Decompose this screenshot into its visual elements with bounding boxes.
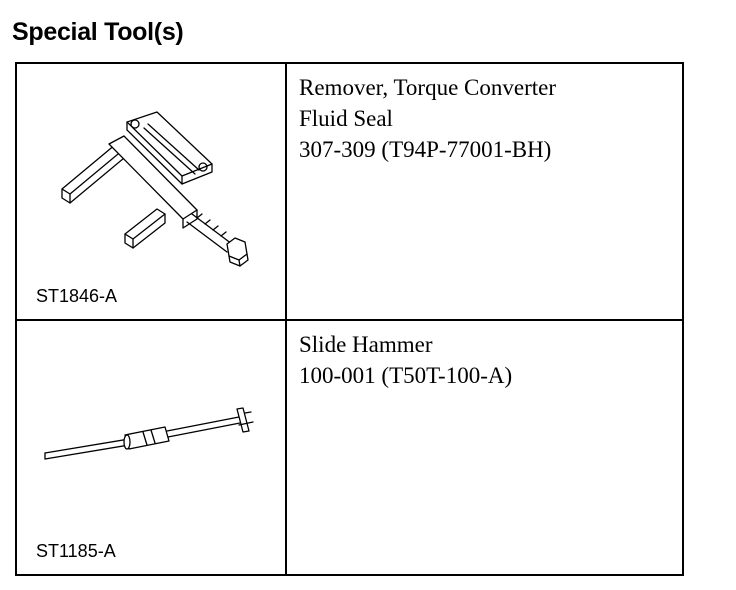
illustration-id: ST1185-A xyxy=(36,541,116,561)
tool-description-cell xyxy=(286,320,683,575)
tool-description-cell xyxy=(286,63,683,320)
slide-hammer-illustration xyxy=(17,321,285,574)
section-title: Special Tool(s) xyxy=(12,18,184,46)
description-line: Remover, Torque Converter xyxy=(299,75,556,100)
description-line: Fluid Seal xyxy=(299,106,393,131)
description-line: Slide Hammer xyxy=(299,332,433,357)
description-line: 100-001 (T50T-100-A) xyxy=(299,363,513,388)
special-tools-table xyxy=(15,62,684,576)
tool-image-cell xyxy=(16,320,286,575)
seal-remover-illustration xyxy=(17,64,285,319)
description-line: 307-309 (T94P-77001-BH) xyxy=(299,137,552,162)
table-row xyxy=(16,320,683,575)
tool-description xyxy=(287,64,682,165)
tool-image-cell xyxy=(16,63,286,320)
illustration-id: ST1846-A xyxy=(36,286,118,306)
tool-description xyxy=(287,321,682,391)
table-row xyxy=(16,63,683,320)
